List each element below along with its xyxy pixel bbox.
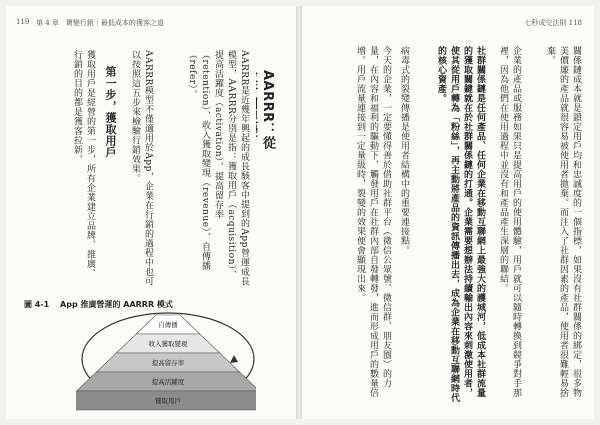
body-column-5: 今天的企業，一定要懂得善於借助社群平台（微信公眾號、微信群、朋友圈）的力量，在內容和福利的驅動下，觸發用戶在社群內部自發轉發，進而形成用戶的數量倍增。用戶流量連接到一定量級時，裂變的效果便會顯現出來。: [355, 46, 391, 398]
figure-label: 圖 4-1: [24, 300, 50, 309]
page-number: 118: [568, 19, 582, 27]
pyramid-layer-label: 提高活躍度: [151, 378, 185, 386]
section-heading: AARRR：從: [260, 70, 275, 150]
body-paragraph-3: 獲取用戶是經營的第一步，所有企業建立品牌、推廣、行銷的目的都是獲客拉新。: [72, 50, 95, 278]
body-column-2: 企業的產品或服務如果只是提高用戶的使用體驗，用戶就可以隨時轉換到競爭對手那裡，因為他們在使用過程中並沒有和產品產生深層的聯結。: [498, 46, 521, 398]
running-title: 第 4 章 寶變行銷｜最低成本的獲客之道: [36, 19, 164, 27]
figure-caption: [24, 299, 181, 310]
body-column-4: 病毒式的裂變傳播是使用者結構中的重要連接點。: [399, 46, 409, 255]
pyramid-layer-label: 獲取用戶: [155, 397, 181, 405]
page-number: 119: [16, 18, 30, 26]
left-page: [6, 6, 296, 419]
running-title-and-page-number: [524, 18, 582, 28]
cycle-arrowhead: [230, 355, 238, 363]
subheading: 第一步，獲取用戶: [104, 66, 117, 158]
body-column-1: 關係鏈成本就是鎖定用戶均和忠誠度的一個指標，如果沒有社群關係的綁定，很多物美價廉的產品就很容易被使用者拋棄。而注入了社群因素的產品，使用者很難輕易捨棄。: [545, 46, 581, 398]
figure-title: App 推廣營運的 AARRR 模式: [60, 300, 173, 309]
running-title: 七秒成交法則: [524, 19, 567, 27]
body-paragraph-1: AARRR是近幾年興起的成長駭客中提到的App營運成長模型，AARRR分別是指：獲取用戶（acquisition）、提高活躍度（activation）、提高留存率（retention）、收入獲取變現（revenue）、自傳播（refer）。: [187, 50, 249, 286]
body-column-3: 社群關係鏈是任何產品、任何企業在移動互聯網上最強大的護城河，低成本社群流量的獲取關鍵就在於社群關係鏈的打通。企業需要想辦法持續輸出內容來刺激使用者，使其從用戶轉為「粉絲」，再主動將產品的資訊傳播出去，成為企業在移動互聯網時代的核心資產。: [436, 46, 485, 403]
body-paragraph-2: AARRR模型不僅適用於App，企業在行銷的過程中也可以按照這五步來檢驗行銷效果。: [130, 50, 153, 286]
pyramid-layer-label: 自傳播: [158, 321, 178, 329]
aarrr-pyramid-diagram: [76, 311, 256, 416]
pyramid-layer-label: 提高留存率: [151, 359, 185, 367]
pyramid-layer-label: 收入獲取變現: [148, 340, 188, 348]
right-page: [302, 6, 594, 419]
